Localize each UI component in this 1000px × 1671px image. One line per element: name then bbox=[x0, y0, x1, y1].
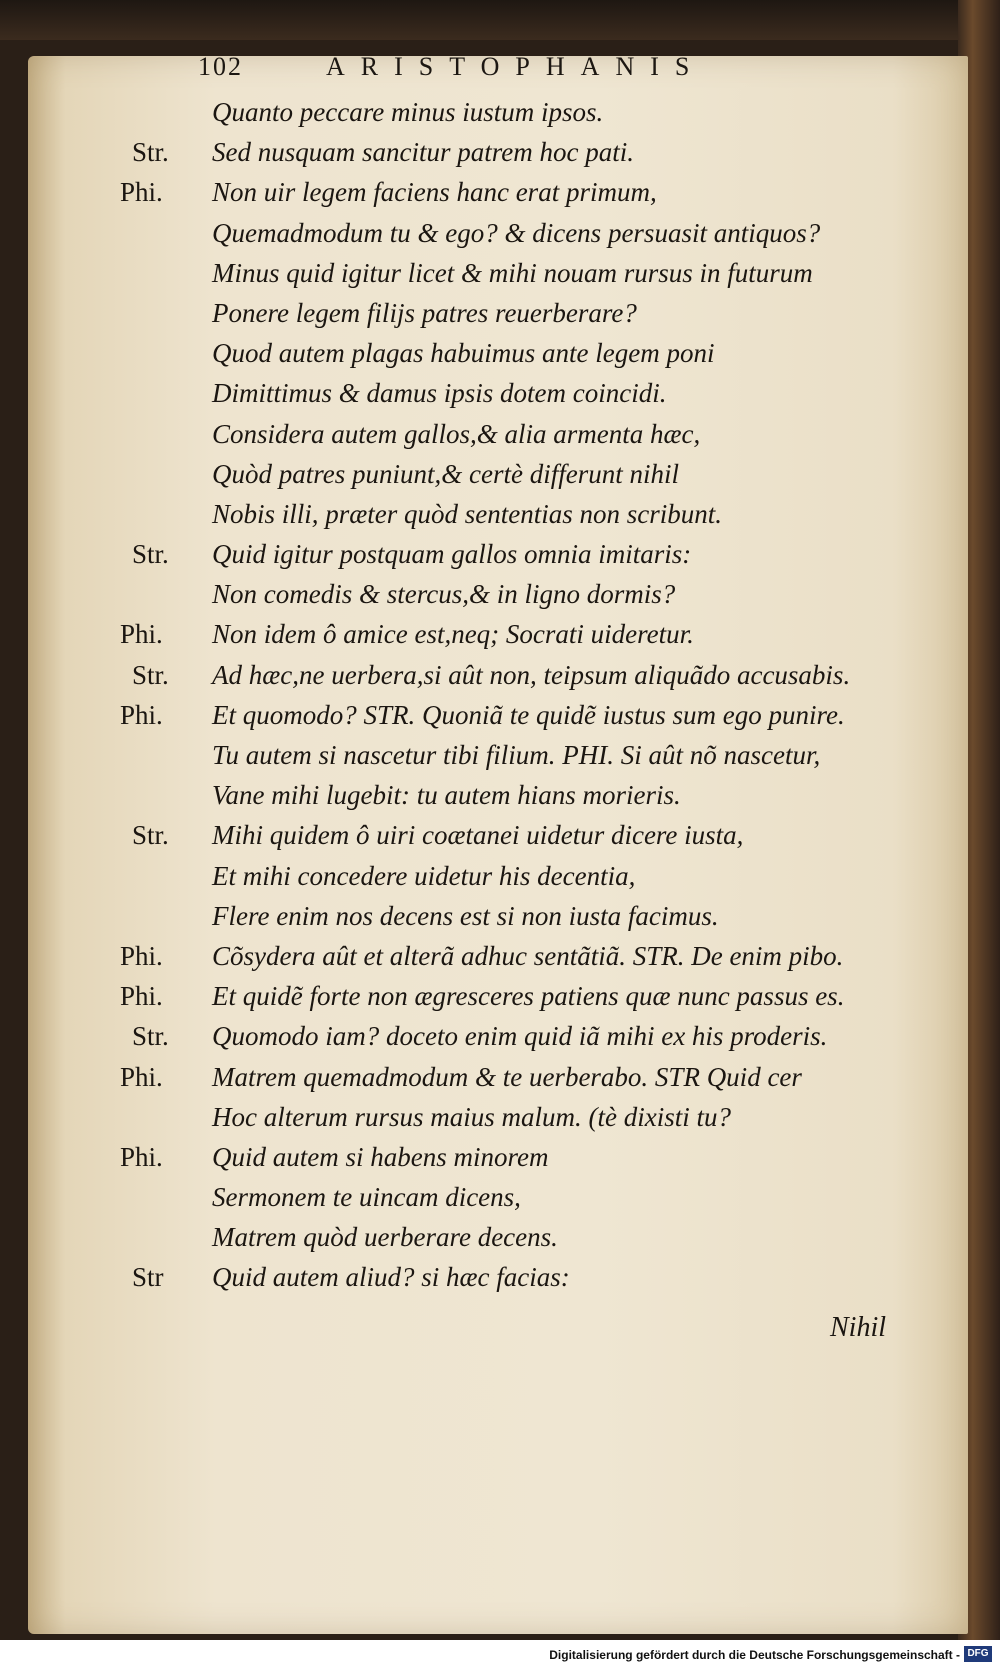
speaker-label: Phi. bbox=[120, 1061, 163, 1092]
speaker-label: Str. bbox=[132, 820, 169, 851]
speaker-label: Phi. bbox=[120, 699, 163, 730]
text-block bbox=[120, 92, 910, 1298]
speaker-label: Phi. bbox=[120, 1141, 163, 1172]
text-line bbox=[120, 1217, 910, 1257]
speech-text: Sed nusquam sancitur patrem hoc pati. bbox=[212, 137, 634, 168]
text-line bbox=[120, 534, 910, 574]
catchword: Nihil bbox=[830, 1312, 887, 1343]
running-title: ARISTOPHANIS bbox=[326, 52, 706, 81]
speech-text: Quid autem aliud? si hæc facias: bbox=[212, 1262, 570, 1293]
text-line bbox=[120, 1057, 910, 1097]
text-line bbox=[120, 253, 910, 293]
speaker-label: Phi. bbox=[120, 619, 163, 650]
text-line bbox=[120, 614, 910, 654]
speech-text: Considera autem gallos,& alia armenta hæc, bbox=[212, 418, 701, 449]
speech-text: Quod autem plagas habuimus ante legem poni bbox=[212, 338, 715, 369]
speaker-label: Phi. bbox=[120, 940, 163, 971]
speech-text: Quid autem si habens minorem bbox=[212, 1141, 549, 1172]
text-line bbox=[120, 896, 910, 936]
speech-text: Non uir legem faciens hanc erat primum, bbox=[212, 177, 657, 208]
speaker-label: Str. bbox=[132, 539, 169, 570]
text-line bbox=[120, 92, 910, 132]
text-line bbox=[120, 936, 910, 976]
speech-text: Quanto peccare minus iustum ipsos. bbox=[212, 97, 604, 127]
text-line bbox=[120, 1177, 910, 1217]
speech-text: Quemadmodum tu & ego? & dicens persuasit antiquos? bbox=[212, 217, 821, 248]
text-line bbox=[120, 333, 910, 373]
speaker-label: Phi. bbox=[120, 177, 163, 208]
speech-text: Non idem ô amice est,neq; Socrati uideretur. bbox=[212, 619, 694, 650]
speech-text: Vane mihi lugebit: tu autem hians morieris. bbox=[212, 780, 681, 811]
text-line bbox=[120, 1097, 910, 1137]
speech-text: Non comedis & stercus,& in ligno dormis? bbox=[212, 579, 676, 610]
speech-text: Mihi quidem ô uiri coætanei uidetur dicere iusta, bbox=[212, 820, 744, 851]
book-top-edge bbox=[0, 0, 1000, 40]
funding-credit: Digitalisierung gefördert durch die Deutsche Forschungsgemeinschaft - bbox=[549, 1648, 960, 1662]
speaker-label: Str. bbox=[132, 659, 169, 690]
text-line bbox=[120, 695, 910, 735]
speech-text: Hoc alterum rursus maius malum. (tè dixisti tu? bbox=[212, 1101, 731, 1132]
speech-text: Et quidẽ forte non ægresceres patiens quæ nunc passus es. bbox=[212, 981, 845, 1012]
text-line bbox=[120, 373, 910, 413]
text-line bbox=[120, 815, 910, 855]
speech-text: Tu autem si nascetur tibi filium. PHI. Si aût nõ nascetur, bbox=[212, 740, 821, 770]
text-line bbox=[120, 1137, 910, 1177]
speech-text: Flere enim nos decens est si non iusta facimus. bbox=[212, 900, 719, 931]
text-line bbox=[120, 775, 910, 815]
text-line bbox=[120, 172, 910, 212]
text-line bbox=[120, 1257, 910, 1297]
text-line bbox=[120, 454, 910, 494]
text-line bbox=[120, 213, 910, 253]
text-line bbox=[120, 735, 910, 775]
speech-text: Et quomodo? STR. Quoniã te quidẽ iustus sum ego punire. bbox=[212, 699, 845, 730]
text-line bbox=[120, 414, 910, 454]
text-line bbox=[120, 293, 910, 333]
speech-text: Quòd patres puniunt,& certè differunt nihil bbox=[212, 458, 679, 489]
text-line bbox=[120, 856, 910, 896]
speech-text: Cõsydera aût et alterã adhuc sentãtiã. STR. De enim pibo. bbox=[212, 940, 844, 971]
text-line bbox=[120, 1016, 910, 1056]
text-line bbox=[120, 132, 910, 172]
speech-text: Minus quid igitur licet & mihi nouam rursus in futurum bbox=[212, 257, 813, 288]
speaker-label: Str bbox=[132, 1262, 164, 1293]
speaker-label: Phi. bbox=[120, 981, 163, 1012]
speech-text: Nobis illi, præter quòd sententias non scribunt. bbox=[212, 498, 723, 529]
text-line bbox=[120, 655, 910, 695]
text-line bbox=[120, 574, 910, 614]
speech-text: Ad hæc,ne uerbera,si aût non, teipsum aliquãdo accusabis. bbox=[212, 659, 851, 690]
speech-text: Sermonem te uincam dicens, bbox=[212, 1182, 521, 1213]
footer-bar bbox=[0, 1640, 1000, 1671]
speaker-label: Str. bbox=[132, 1021, 169, 1052]
dfg-logo-icon: DFG bbox=[964, 1646, 992, 1662]
folio-number: 102 bbox=[198, 52, 243, 81]
speech-text: Quid igitur postquam gallos omnia imitaris: bbox=[212, 539, 692, 570]
speech-text: Et mihi concedere uidetur his decentia, bbox=[212, 860, 636, 891]
speech-text: Quomodo iam? doceto enim quid iã mihi ex his proderis. bbox=[212, 1021, 828, 1052]
text-line bbox=[120, 494, 910, 534]
text-line bbox=[120, 976, 910, 1016]
speech-text: Ponere legem filijs patres reuerberare? bbox=[212, 297, 637, 328]
speech-text: Matrem quemadmodum & te uerberabo. STR Quid cer bbox=[212, 1061, 802, 1092]
page-header bbox=[198, 52, 898, 92]
speaker-label: Str. bbox=[132, 137, 169, 168]
speech-text: Dimittimus & damus ipsis dotem coincidi. bbox=[212, 378, 667, 409]
speech-text: Matrem quòd uerberare decens. bbox=[212, 1222, 558, 1253]
